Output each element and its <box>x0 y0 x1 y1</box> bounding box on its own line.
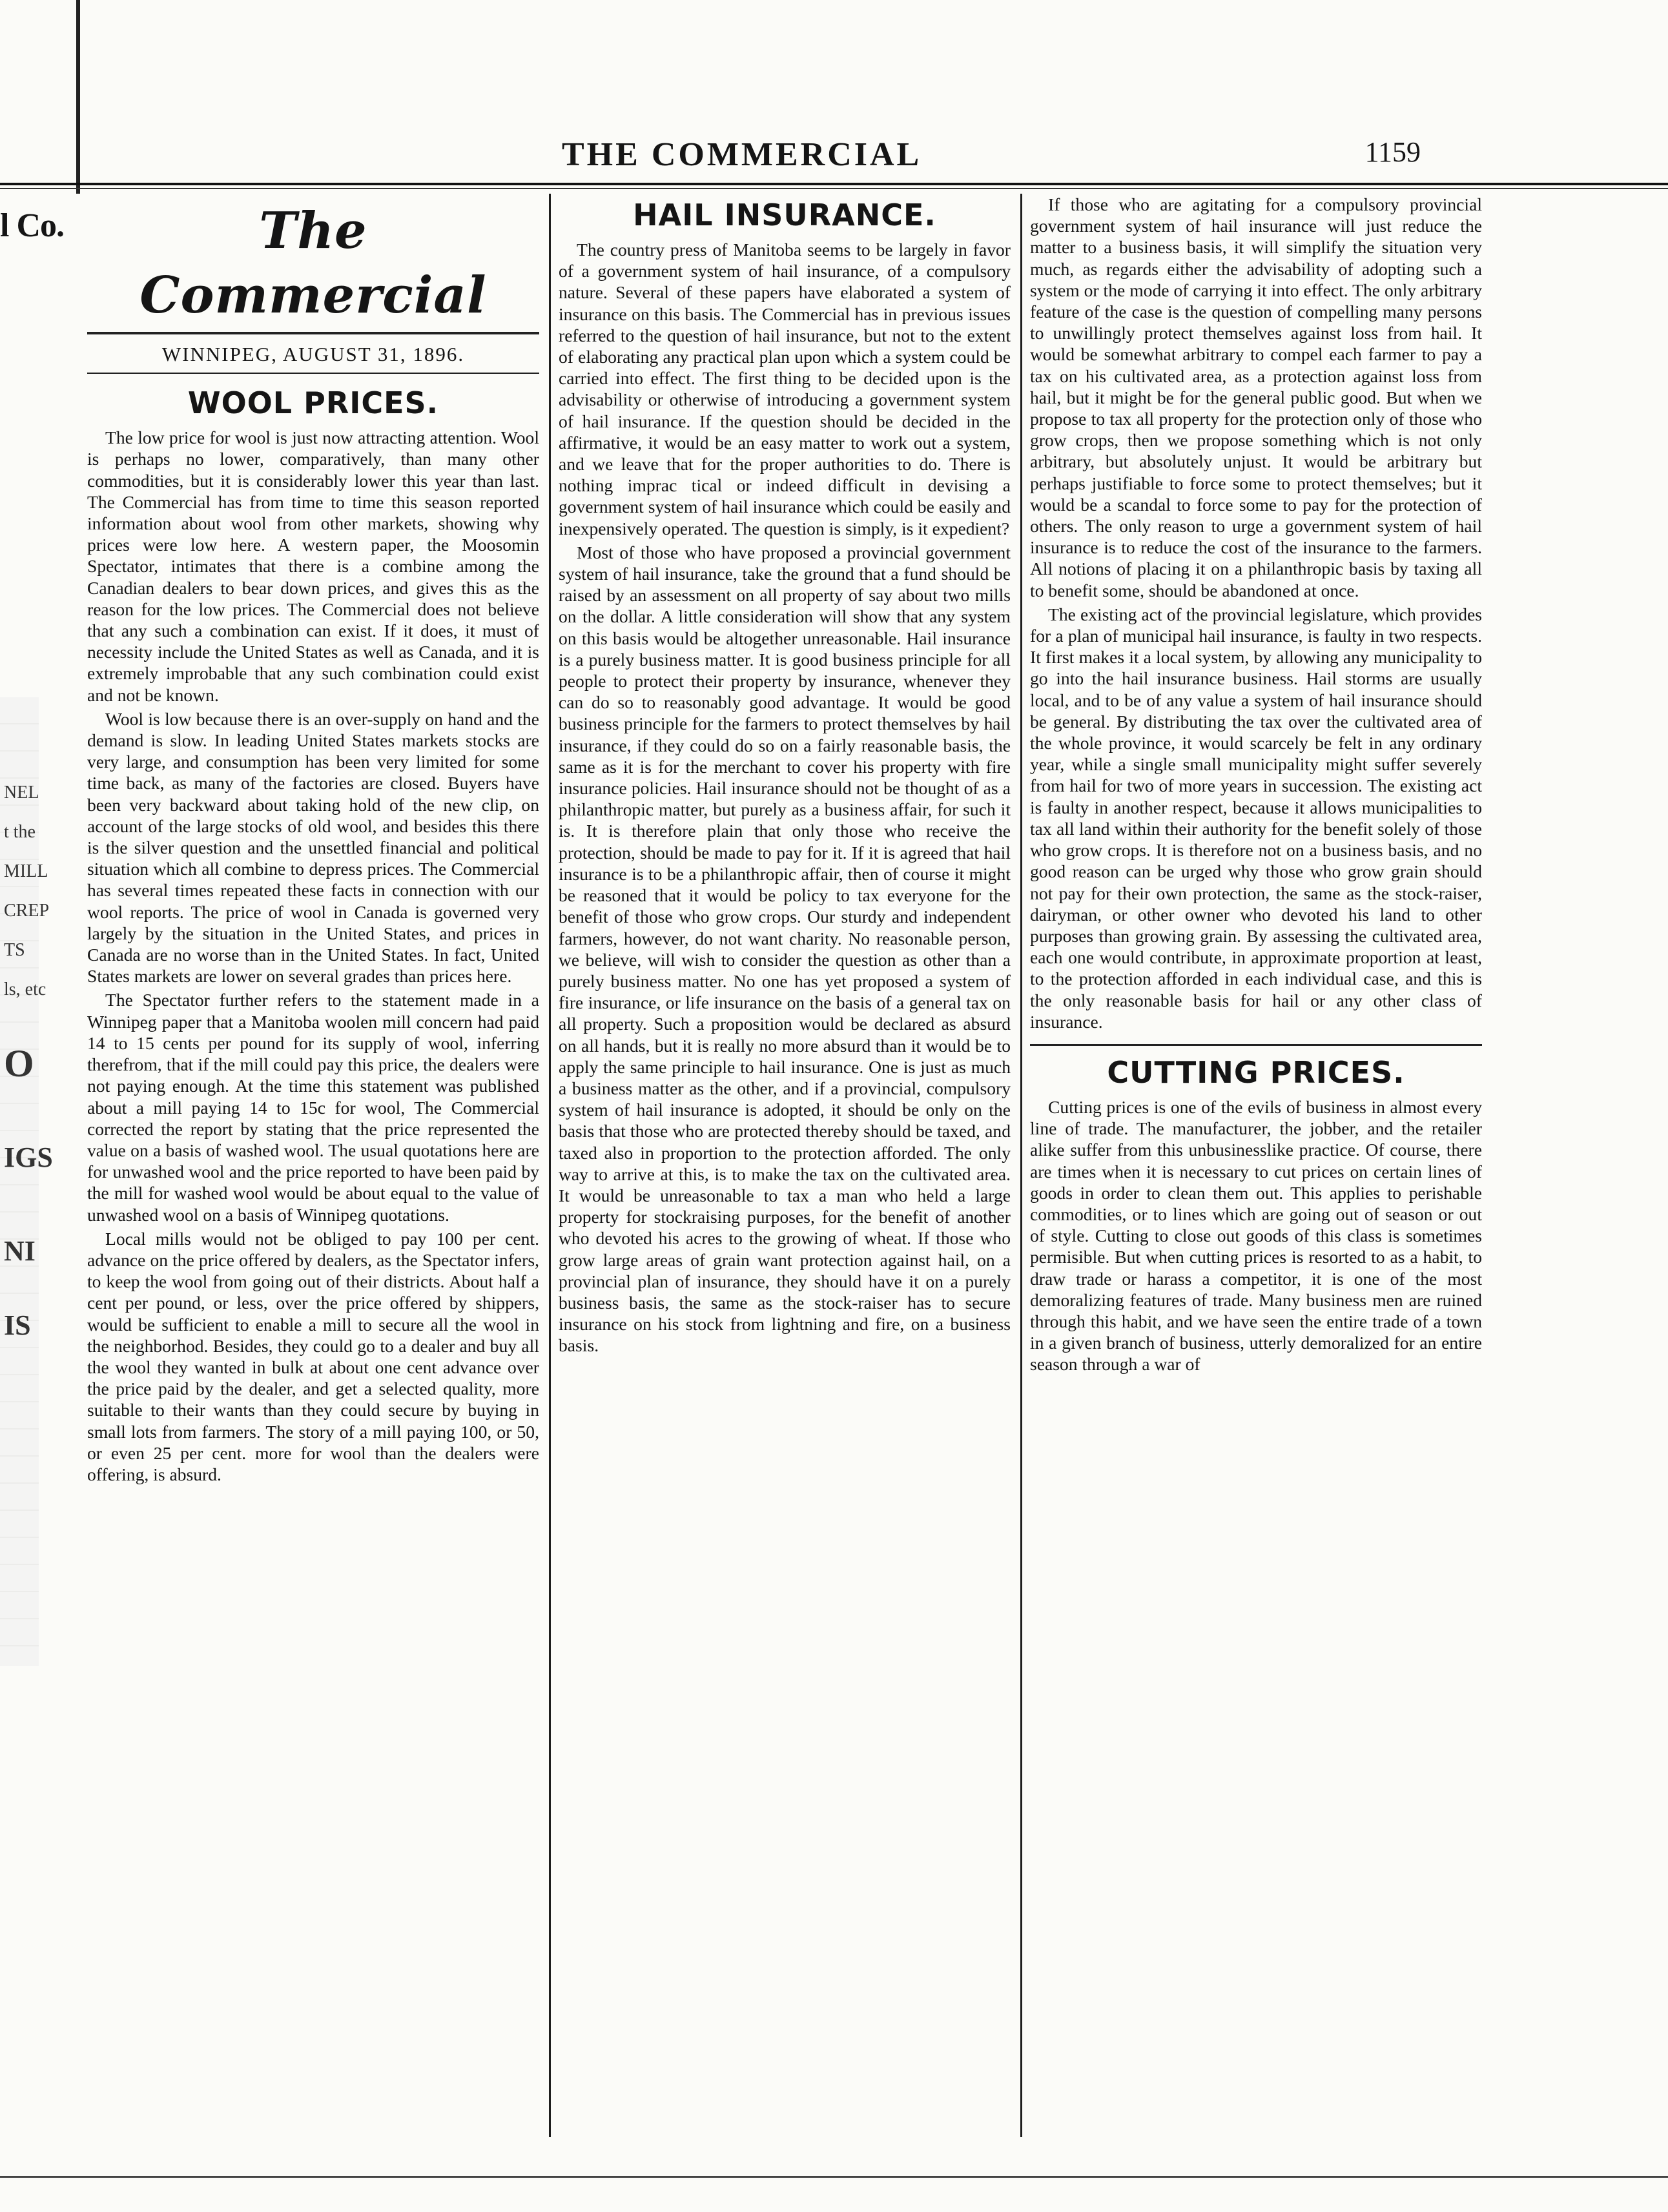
snippet: NEL <box>4 783 39 803</box>
running-header <box>562 136 1421 174</box>
snippet: IGS <box>4 1142 53 1173</box>
snippet: t the <box>4 822 36 842</box>
wool-paragraph: Local mills would not be obliged to pay 100 per cent. advance on the price offered by dealers, as the Spectator infers, to keep the wool from going out of their districts. About half a cent per pound, or less, over the price offered by shippers, would be sufficient to enable a mill to secure all the wool in the neighborhod. Besides, they could go to a dealer and buy all the wool they wanted in bulk at about one cent advance over the price paid by the dealer, and get a selected quality, more suitable to their wants than they could secure by buying in small lots from farmers. The story of a mill paying 100, or 50, or even 25 per cent. more for wool than the dealers were offering, is absurd. <box>87 1228 539 1484</box>
wool-paragraph: Wool is low because there is an over-supply on hand and the demand is slow. In leading United States markets stocks are very large, and consumption has been very limited for some time back, as many of the factories are closed. Buyers have been very backward about taking hold of the new clip, on account of the large stocks of old wool, and besides this there is the silver question and the unsettled financial and political situation which all combine to depress prices. The Commercial has several times repeated these facts in connection with our wool reports. The price of wool in Canada is governed very largely by the situation in the United States, and prices in Canada are no worse than in the United States. In fact, United States markets are lower on several grades than prices here. <box>87 708 539 987</box>
snippet: CREP <box>4 901 50 921</box>
hail-paragraph: Most of those who have proposed a provincial government system of hail insurance, take the ground that a fund should be raised by an assessment on all property of say about two mills on the dollar. A little consideration will show that any system on this basis would be altogether unreasonable. Hail insurance is a purely business matter. It is good business principle for all people to protect their property by insurance, whenever they can do so to reasonably good advantage. It would be good business principle for the farmers to protect themselves by hail insurance, if they could do so on a fairly reasonable basis, the same as it is for the merchant to cover his property with fire insurance policies. Hail insurance should not be thought of as a philanthropic matter, but purely as a business affair, for such it is. It is therefore plain that only those who receive the protection, should be made to pay for it. If it is agreed that hail insurance is to be a philanthropic affair, then of course it might be reasoned that it would be policy to tax everyone for the benefit of those who grow crops. Our sturdy and independent farmers, however, do not want charity. No reasonable person, we believe, will wish to consider the question as other than a purely business matter. No one has yet proposed a system of fire insurance, or life insurance on the basis of a general tax on all property. Such a proposition would be declared as absurd on all hands, but it is really no more absurd than it would be to apply the same principle to hail insurance. One is just as much a business matter as the other, and if a provincial, compulsory system of hail insurance is adopted, it should be only on the basis that those who are protected thereby should be taxed, and taxed also in proportion to the protection afforded. The only way to arrive at this, is to make the tax on the cultivated area. It would be unreasonable to tax a man who held a large property for stockraising purposes, for the benefit of another who devoted his acres to the growing of wheat. If those who grow large areas of grain want protection against hail, on a provincial plan of insurance, they should have it on a purely business basis, the same as the stock-raiser has to secure insurance on his stock from lightning and fire, on a business basis. <box>559 542 1011 1356</box>
snippet: TS <box>4 940 25 960</box>
running-title: THE COMMERCIAL <box>562 136 922 173</box>
column-two <box>559 194 1011 1359</box>
column-one <box>87 194 539 1488</box>
cutting-paragraph: Cutting prices is one of the evils of business in almost every line of trade. The manufacturer, the jobber, and the retailer alike suffer from this unbusinesslike practice. Of course, there are times when it is necessary to cut prices on certain lines of goods in order to clean them out. This applies to perishable commodities, or to lines which are going out of season or out of style. Cutting to close out goods of this class is sometimes permisible. But when cutting prices is resorted to as a habit, to draw trade or harass a competitor, it is one of the most demoralizing features of trade. Many business men are ruined through this habit, and we have seen the entire trade of a town in a given branch of business, utterly demoralized for an entire season through a war of <box>1030 1096 1482 1375</box>
hail-paragraph: If those who are agitating for a compulsory provincial government system of hail insurance will just reduce the matter to a business basis, it will simplify the situation very much, as regards either the advisability of adopting such a system or the mode of carrying it into effect. The only arbitrary feature of the case is the question of compelling many persons to unwillingly protect themselves against loss from hail. It would be somewhat arbitrary to compel each farmer to pay a tax on his cultivated area, as a protection against loss from hail, but it might be for the general public good. But when we propose to tax all property for the protection only of those who grow crops, then we propose something which is not only arbitrary, but absolutely unjust. It would be arbitrary but perhaps justifiable to force some to protect themselves; but it would be a scandal to force some to pay for the protection of others. The only reason to urge a government system of hail insurance is to reduce the cost of the insurance to the farmers. All notions of placing it on a philanthropic basis by taxing all to benefit some, should be abandoned at once. <box>1030 194 1482 600</box>
wool-paragraph: The Spectator further refers to the statement made in a Winnipeg paper that a Manitoba woolen mill concern had paid 14 to 15 cents per pound for its supply of wool, inferring therefrom, that if the mill could pay this price, the dealers were not paying enough. At the time this statement was published about a mill paying 14 to 15c for wool, The Commercial corrected the report by stating that the price represented the value on a basis of washed wool. The usual quotations here are for unwashed wool and the price reported to have been paid by the mill for washed wool would be about equal to the value of unwashed wool on a basis of Winnipeg quotations. <box>87 990 539 1225</box>
dateline-rule <box>87 373 539 374</box>
snippet: IS <box>4 1309 31 1341</box>
hail-paragraph: The country press of Manitoba seems to be largely in favor of a government system of hail insurance, of a compulsory nature. Several of these papers have elaborated a system of insurance on this basis. The Commercial has in previous issues referred to the question of hail insurance, but not to the extent of elaborating any practical plan upon which a system could be carried into effect. The first thing to be decided upon is the advisability or otherwise of introducing a government system of hail insurance. If the question should be decided in the affirmative, it would be an easy matter to work out a system, and we leave that for the proper authorities to do. There is nothing imprac tical or indeed difficult in devising a government system of hail insurance which could be easily and inexpensively operated. The question is simply, is it expedient? <box>559 240 1011 538</box>
snippet: ls, etc <box>4 979 46 999</box>
dateline: WINNIPEG, AUGUST 31, 1896. <box>161 343 465 365</box>
snippet: O <box>4 1042 34 1085</box>
adjacent-page-snippets <box>4 781 68 1360</box>
column-three <box>1030 194 1482 1378</box>
snippet: MILL <box>4 861 48 881</box>
cutting-headline: CUTTING PRICES. <box>1030 1044 1482 1090</box>
masthead-rule <box>87 332 539 334</box>
snippet: NI <box>4 1235 36 1267</box>
wool-headline: WOOL PRICES. <box>187 385 439 421</box>
wool-paragraph: The low price for wool is just now attracting attention. Wool is perhaps no lower, comparatively, than many other commodities, but it is considerably lower this year than last. The Commercial has from time to time this season reported information about wool from other markets, showing why prices were low here. A western paper, the Moosomin Spectator, intimates that there is a combine among the Canadian dealers to bear down prices, and gives this as the reason for the low prices. The Commercial does not believe that any such a combination can exist. If it does, it must of necessity include the United States as well as Canada, and it is extremely improbable that any such combination could exist and not be known. <box>87 427 539 705</box>
masthead-title: The Commercial <box>139 201 487 325</box>
column-divider <box>1020 194 1022 2137</box>
scan-edge-mark <box>76 0 80 194</box>
header-rule <box>0 183 1668 185</box>
adjacent-page-fragment: l Co. <box>0 207 64 244</box>
header-rule-secondary <box>0 188 1668 189</box>
footer-rule <box>0 2176 1668 2178</box>
column-divider <box>549 194 551 2137</box>
page-number: 1159 <box>1364 136 1421 168</box>
hail-headline: HAIL INSURANCE. <box>633 198 936 232</box>
hail-paragraph: The existing act of the provincial legislature, which provides for a plan of municipal hail insurance, is faulty in two respects. It first makes it a local system, by allowing any municipality to go into the hail insurance business. Hail storms are usually local, and to be of any value a system of hail insurance should be general. By distributing the tax over the cultivated area of the whole province, it would scarcely be felt in any ordinary year, while a single small municipality might suffer severely from hail for two of more years in succession. The existing act is faulty in another respect, because it allows municipalities to tax all land within their authority for the benefit solely of those who grow crops. It is therefore not on a business basis, and no good reason can be urged why those who grow grain should not pay for their own protection, the same as the stock-raiser, dairyman, or other owner who devoted his land to other purposes than growing grain. By assessing the cultivated area, each one would contribute, in approximate proportion at least, to the protection afforded in each individual case, and this is the only reasonable basis for hail or any other class of insurance. <box>1030 604 1482 1032</box>
